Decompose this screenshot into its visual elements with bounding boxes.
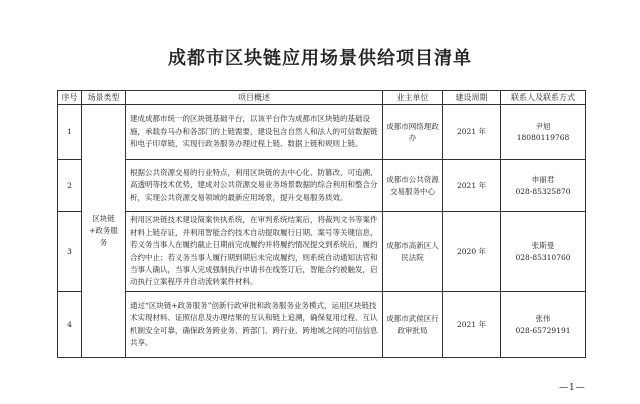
contact-name: 尹旭 [535,121,551,131]
row-period: 2021 年 [443,160,501,212]
header-period: 建设周期 [443,91,501,105]
row-contact [501,292,586,358]
row-no: 3 [58,212,82,292]
header-owner: 业主单位 [383,91,443,105]
row-contact [501,105,586,160]
contact-phone: 028-85325870 [515,186,571,196]
page-number: —1— [559,383,586,393]
scenario-type-cell: 区块链+政务服务 [82,105,126,358]
row-description: 建成成都市统一的区块链基础平台，以该平台作为成都市区块链的基础设施，承载券马办和各部门的上链需要，建设包含自然人和法人的可信数据链和电子印章链，实现行政务服务办理过程上链、数据上链和规则上链。 [126,105,383,160]
contact-phone: 18080119768 [516,133,570,142]
contact-phone: 028-65729191 [515,325,571,335]
row-period: 2020 年 [443,212,501,292]
row-owner: 成都市武侯区行政审批局 [383,292,443,358]
row-contact [501,160,586,212]
header-scenario-type: 场景类型 [82,91,126,105]
table-header-row [58,91,586,105]
row-contact [501,212,586,292]
document-title: 成都市区块链应用场景供给项目清单 [168,48,472,69]
table-row [58,160,586,212]
table-row [58,105,586,160]
row-period: 2021 年 [443,292,501,358]
table-row [58,212,586,292]
contact-phone: 028-85310760 [515,252,571,262]
row-no: 2 [58,160,82,212]
contact-name: 张斯曼 [531,241,555,250]
header-no: 序号 [58,91,82,105]
row-description: 利用区块链技术建设简案快执系统，在审判系统结案后，将裁判文书等案件材料上链存证，并利用智能合约技术自动提取履行日期、案号等关键信息，若义务当事人在履约截止日期前完成履约并将履约情况提交到系统后，履约合约中止；若义务当事人履行期到期后未完成履约，则系统自动通知法官和当事人确认，当事人完成强制执行申请书在线签订后，智能合约被触发，启动执行立案程序并自动流转案件材料。 [126,212,383,292]
row-owner: 成都市公共资源交易服务中心 [383,160,443,212]
row-owner: 成都市高新区人民法院 [383,212,443,292]
row-no: 1 [58,105,82,160]
row-no: 4 [58,292,82,358]
row-description: 通过“区块链+政务服务”创新行政审批和政务服务业务模式，运用区块链技术实现材料、证照信息及办理结果的互认和链上追溯，确保复用过程、互认机制安全可靠，确保政务跨业务、跨部门、跨行业、跨地域之间的可信信息共享。 [126,292,383,358]
header-contact: 联系人及联系方式 [501,91,586,105]
contact-name: 张伟 [535,314,551,323]
project-list-table [57,90,586,358]
row-period: 2021 年 [443,105,501,160]
row-description: 根据公共资源交易的行业特点，利用区块链的去中心化、防篡改、可追溯、高透明等技术优势，建成对公共资源交易业务场景数据的综合利用和整合分析，实现公共资源交易领域的最新应用场景，提升交易服务质效。 [126,160,383,212]
header-description: 项目概述 [126,91,383,105]
table-row [58,292,586,358]
contact-name: 申丽君 [531,175,555,184]
row-owner: 成都市网络理政办 [383,105,443,160]
